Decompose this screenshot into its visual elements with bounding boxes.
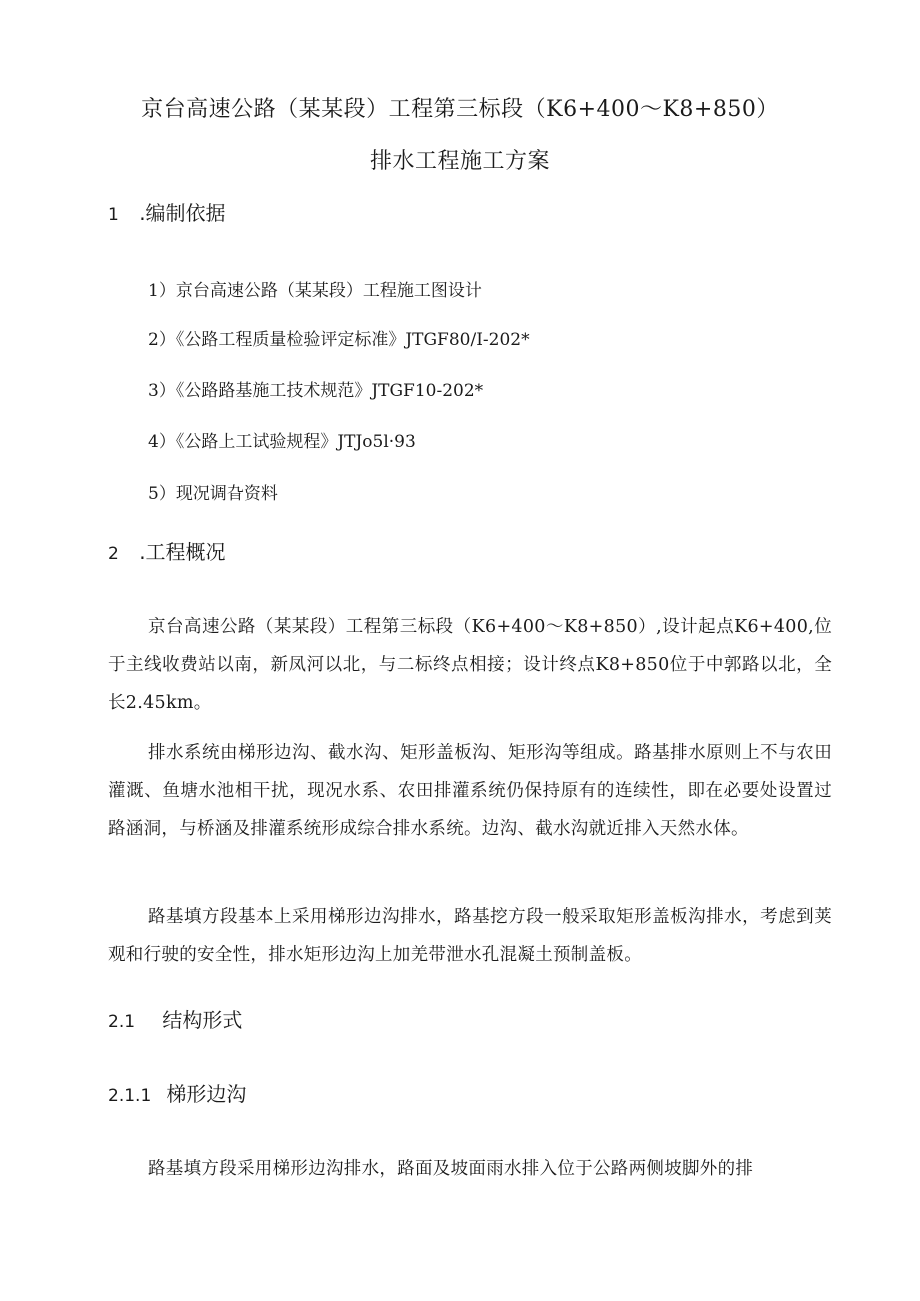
basis-item: 4）《公路上工试验规程》JTJo5l·93 xyxy=(148,432,416,452)
section-title: .工程概况 xyxy=(139,540,226,564)
basis-item: 5）现况调旮资料 xyxy=(148,484,278,504)
basis-item: 1）京台高速公路（某某段）工程施工图设计 xyxy=(148,281,482,301)
document-title-line1: 京台高速公路（某某段）工程第三标段（K6+400～K8+850） xyxy=(141,97,779,122)
section-heading-basis xyxy=(108,197,226,226)
section-number: 2.1 xyxy=(108,1012,136,1032)
section-number: 2.1.1 xyxy=(108,1086,152,1106)
overview-paragraph: 京台高速公路（某某段）工程第三标段（K6+400～K8+850）,设计起点K6+400,位于主线收费站以南，新凤河以北，与二标终点相接；设计终点K8+850位于中郭路以北，全长2.45km。 xyxy=(108,617,832,713)
section-number: 2 xyxy=(108,544,119,564)
section-title: .编制依据 xyxy=(139,201,226,225)
section-title: 结构形式 xyxy=(162,1008,243,1032)
section-number: 1 xyxy=(108,205,119,225)
basis-item: 2）《公路工程质量检验评定标准》JTGF80/I-202* xyxy=(148,330,530,350)
section-heading-trapezoid-ditch xyxy=(108,1078,246,1107)
section-title: 梯形边沟 xyxy=(166,1082,247,1106)
overview-paragraph: 路基填方段基本上采用梯形边沟排水，路基挖方段一般采取矩形盖板沟排水，考虑到荚观和行驶的安全性，排水矩形边沟上加羌带泄水孔混凝土预制盖板。 xyxy=(108,907,832,965)
overview-paragraph: 排水系统由梯形边沟、截水沟、矩形盖板沟、矩形沟等组成。路基排水原则上不与农田灌溉、鱼塘水池相干扰，现况水系、农田排灌系统仍保持原有的连续性，即在必要处设置过路涵洞，与桥涵及排灌系统形成综合排水系统。边沟、截水沟就近排入天然水体。 xyxy=(108,743,832,839)
section-heading-structure xyxy=(108,1004,242,1033)
trapezoid-ditch-paragraph: 路基填方段采用梯形边沟排水，路面及坡面雨水排入位于公路两侧坡脚外的排 xyxy=(148,1159,754,1179)
document-title-line2: 排水工程施工方案 xyxy=(369,149,550,174)
basis-item: 3）《公路路基施工技术规范》JTGF10-202* xyxy=(148,381,484,401)
section-heading-overview xyxy=(108,536,226,565)
